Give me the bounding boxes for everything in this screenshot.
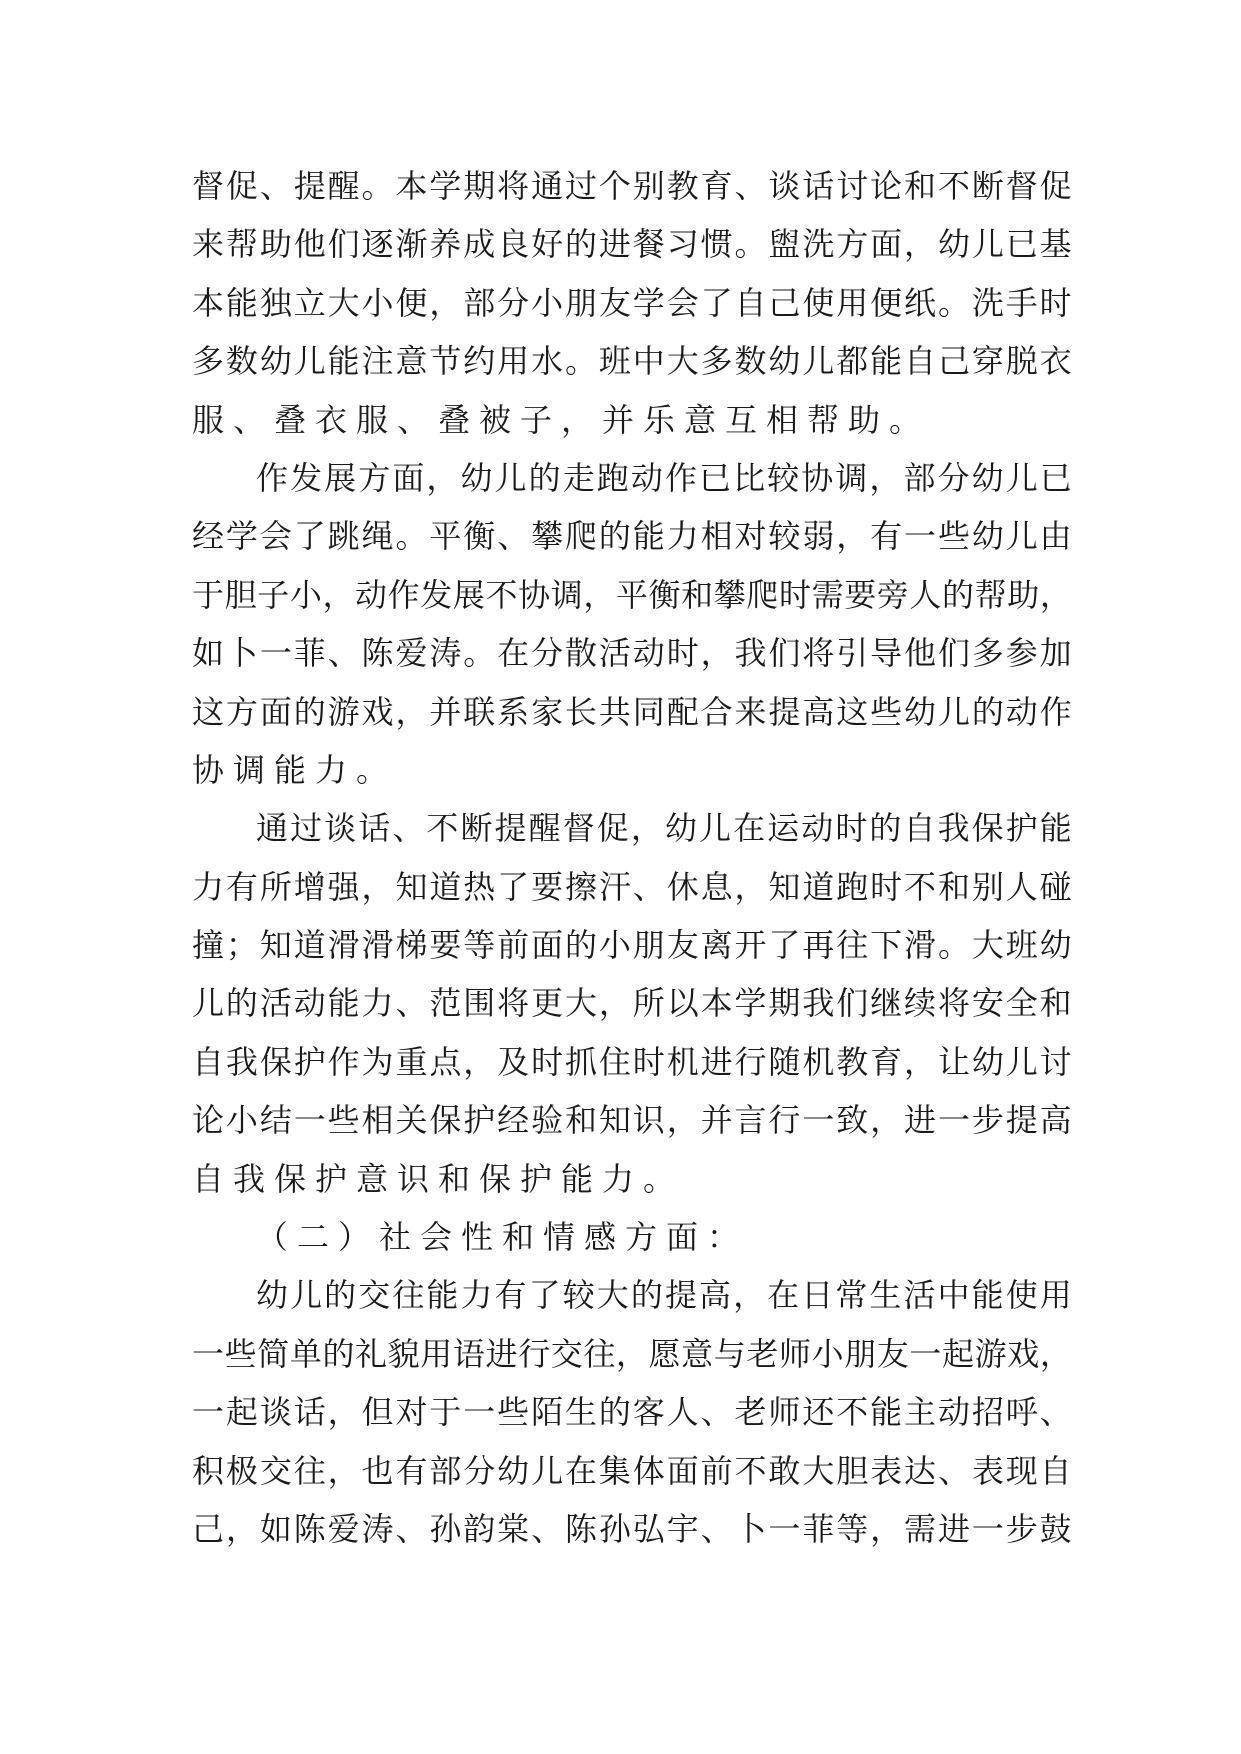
text-line: 力 有 所 增 强 ， 知 道 热 了 要 擦 汗 、 休 息 ， 知 道 跑 时 不 和 别 人 碰 bbox=[192, 867, 1072, 906]
text-line: 幼 儿 的 交 往 能 力 有 了 较 大 的 提 高 ， 在 日 常 生 活 中 能 使 用 bbox=[256, 1276, 1072, 1315]
text-line: 积 极 交 往 ， 也 有 部 分 幼 儿 在 集 体 面 前 不 敢 大 胆 表 达 、 表 现 自 bbox=[192, 1451, 1072, 1490]
text-line: 督 促 、 提 醒 。 本 学 期 将 通 过 个 别 教 育 、 谈 话 讨 论 和 不 断 督 促 bbox=[192, 167, 1072, 205]
text-line: 论 小 结 一 些 相 关 保 护 经 验 和 知 识 ， 并 言 行 一 致 ， 进 一 步 提 高 bbox=[192, 1101, 1072, 1140]
text-line: 一 些 简 单 的 礼 貌 用 语 进 行 交 往 ， 愿 意 与 老 师 小 朋 友 一 起 游 戏 ， bbox=[192, 1334, 1072, 1373]
text-line: 协调能力。 bbox=[192, 750, 398, 789]
text-line: 一 起 谈 话 ， 但 对 于 一 些 陌 生 的 客 人 、 老 师 还 不 能 主 动 招 呼 、 bbox=[192, 1393, 1072, 1432]
text-line: 本 能 独 立 大 小 便 ， 部 分 小 朋 友 学 会 了 自 己 使 用 便 纸 。 洗 手 时 bbox=[192, 283, 1072, 322]
text-line: 多 数 幼 儿 能 注 意 节 约 用 水 。 班 中 大 多 数 幼 儿 都 能 自 己 穿 脱 衣 bbox=[192, 342, 1072, 381]
text-line: 儿 的 活 动 能 力 、 范 围 将 更 大 ， 所 以 本 学 期 我 们 继 续 将 安 全 和 bbox=[192, 984, 1072, 1023]
text-line: 作 发 展 方 面 ， 幼 儿 的 走 跑 动 作 已 比 较 协 调 ， 部 分 幼 儿 已 bbox=[256, 458, 1072, 497]
text-line: 经 学 会 了 跳 绳 。 平 衡 、 攀 爬 的 能 力 相 对 较 弱 ， 有 一 些 幼 儿 由 bbox=[192, 517, 1072, 556]
text-line: 来 帮 助 他 们 逐 渐 养 成 良 好 的 进 餐 习 惯 。 盥 洗 方 面 ， 幼 儿 已 基 bbox=[192, 225, 1072, 264]
text-line: 这 方 面 的 游 戏 ， 并 联 系 家 长 共 同 配 合 来 提 高 这 些 幼 儿 的 动 作 bbox=[192, 692, 1072, 731]
text-line: 如 卜 一 菲 、 陈 爱 涛 。 在 分 散 活 动 时 ， 我 们 将 引 导 他 们 多 参 加 bbox=[192, 634, 1072, 673]
text-line: 服、叠衣服、叠被子，并乐意互相帮助。 bbox=[192, 400, 931, 439]
text-line: 自 我 保 护 作 为 重 点 ， 及 时 抓 住 时 机 进 行 随 机 教 育 ， 让 幼 儿 讨 bbox=[192, 1042, 1072, 1081]
text-line: 通 过 谈 话 、 不 断 提 醒 督 促 ， 幼 儿 在 运 动 时 的 自 我 保 护 能 bbox=[256, 809, 1072, 848]
text-line: 于 胆 子 小 ， 动 作 发 展 不 协 调 ， 平 衡 和 攀 爬 时 需 要 旁 人 的 帮 助 ， bbox=[192, 575, 1072, 614]
text-line: 撞 ； 知 道 滑 滑 梯 要 等 前 面 的 小 朋 友 离 开 了 再 往 下 滑 。 大 班 幼 bbox=[192, 926, 1072, 965]
text-line: 自我保护意识和保护能力。 bbox=[192, 1159, 685, 1198]
text-line: 己 ， 如 陈 爱 涛 、 孙 韵 棠 、 陈 孙 弘 宇 、 卜 一 菲 等 ， 需 进 一 步 鼓 bbox=[192, 1509, 1072, 1548]
body-text bbox=[192, 157, 1072, 1558]
text-line: （二）社会性和情感方面： bbox=[256, 1218, 749, 1257]
